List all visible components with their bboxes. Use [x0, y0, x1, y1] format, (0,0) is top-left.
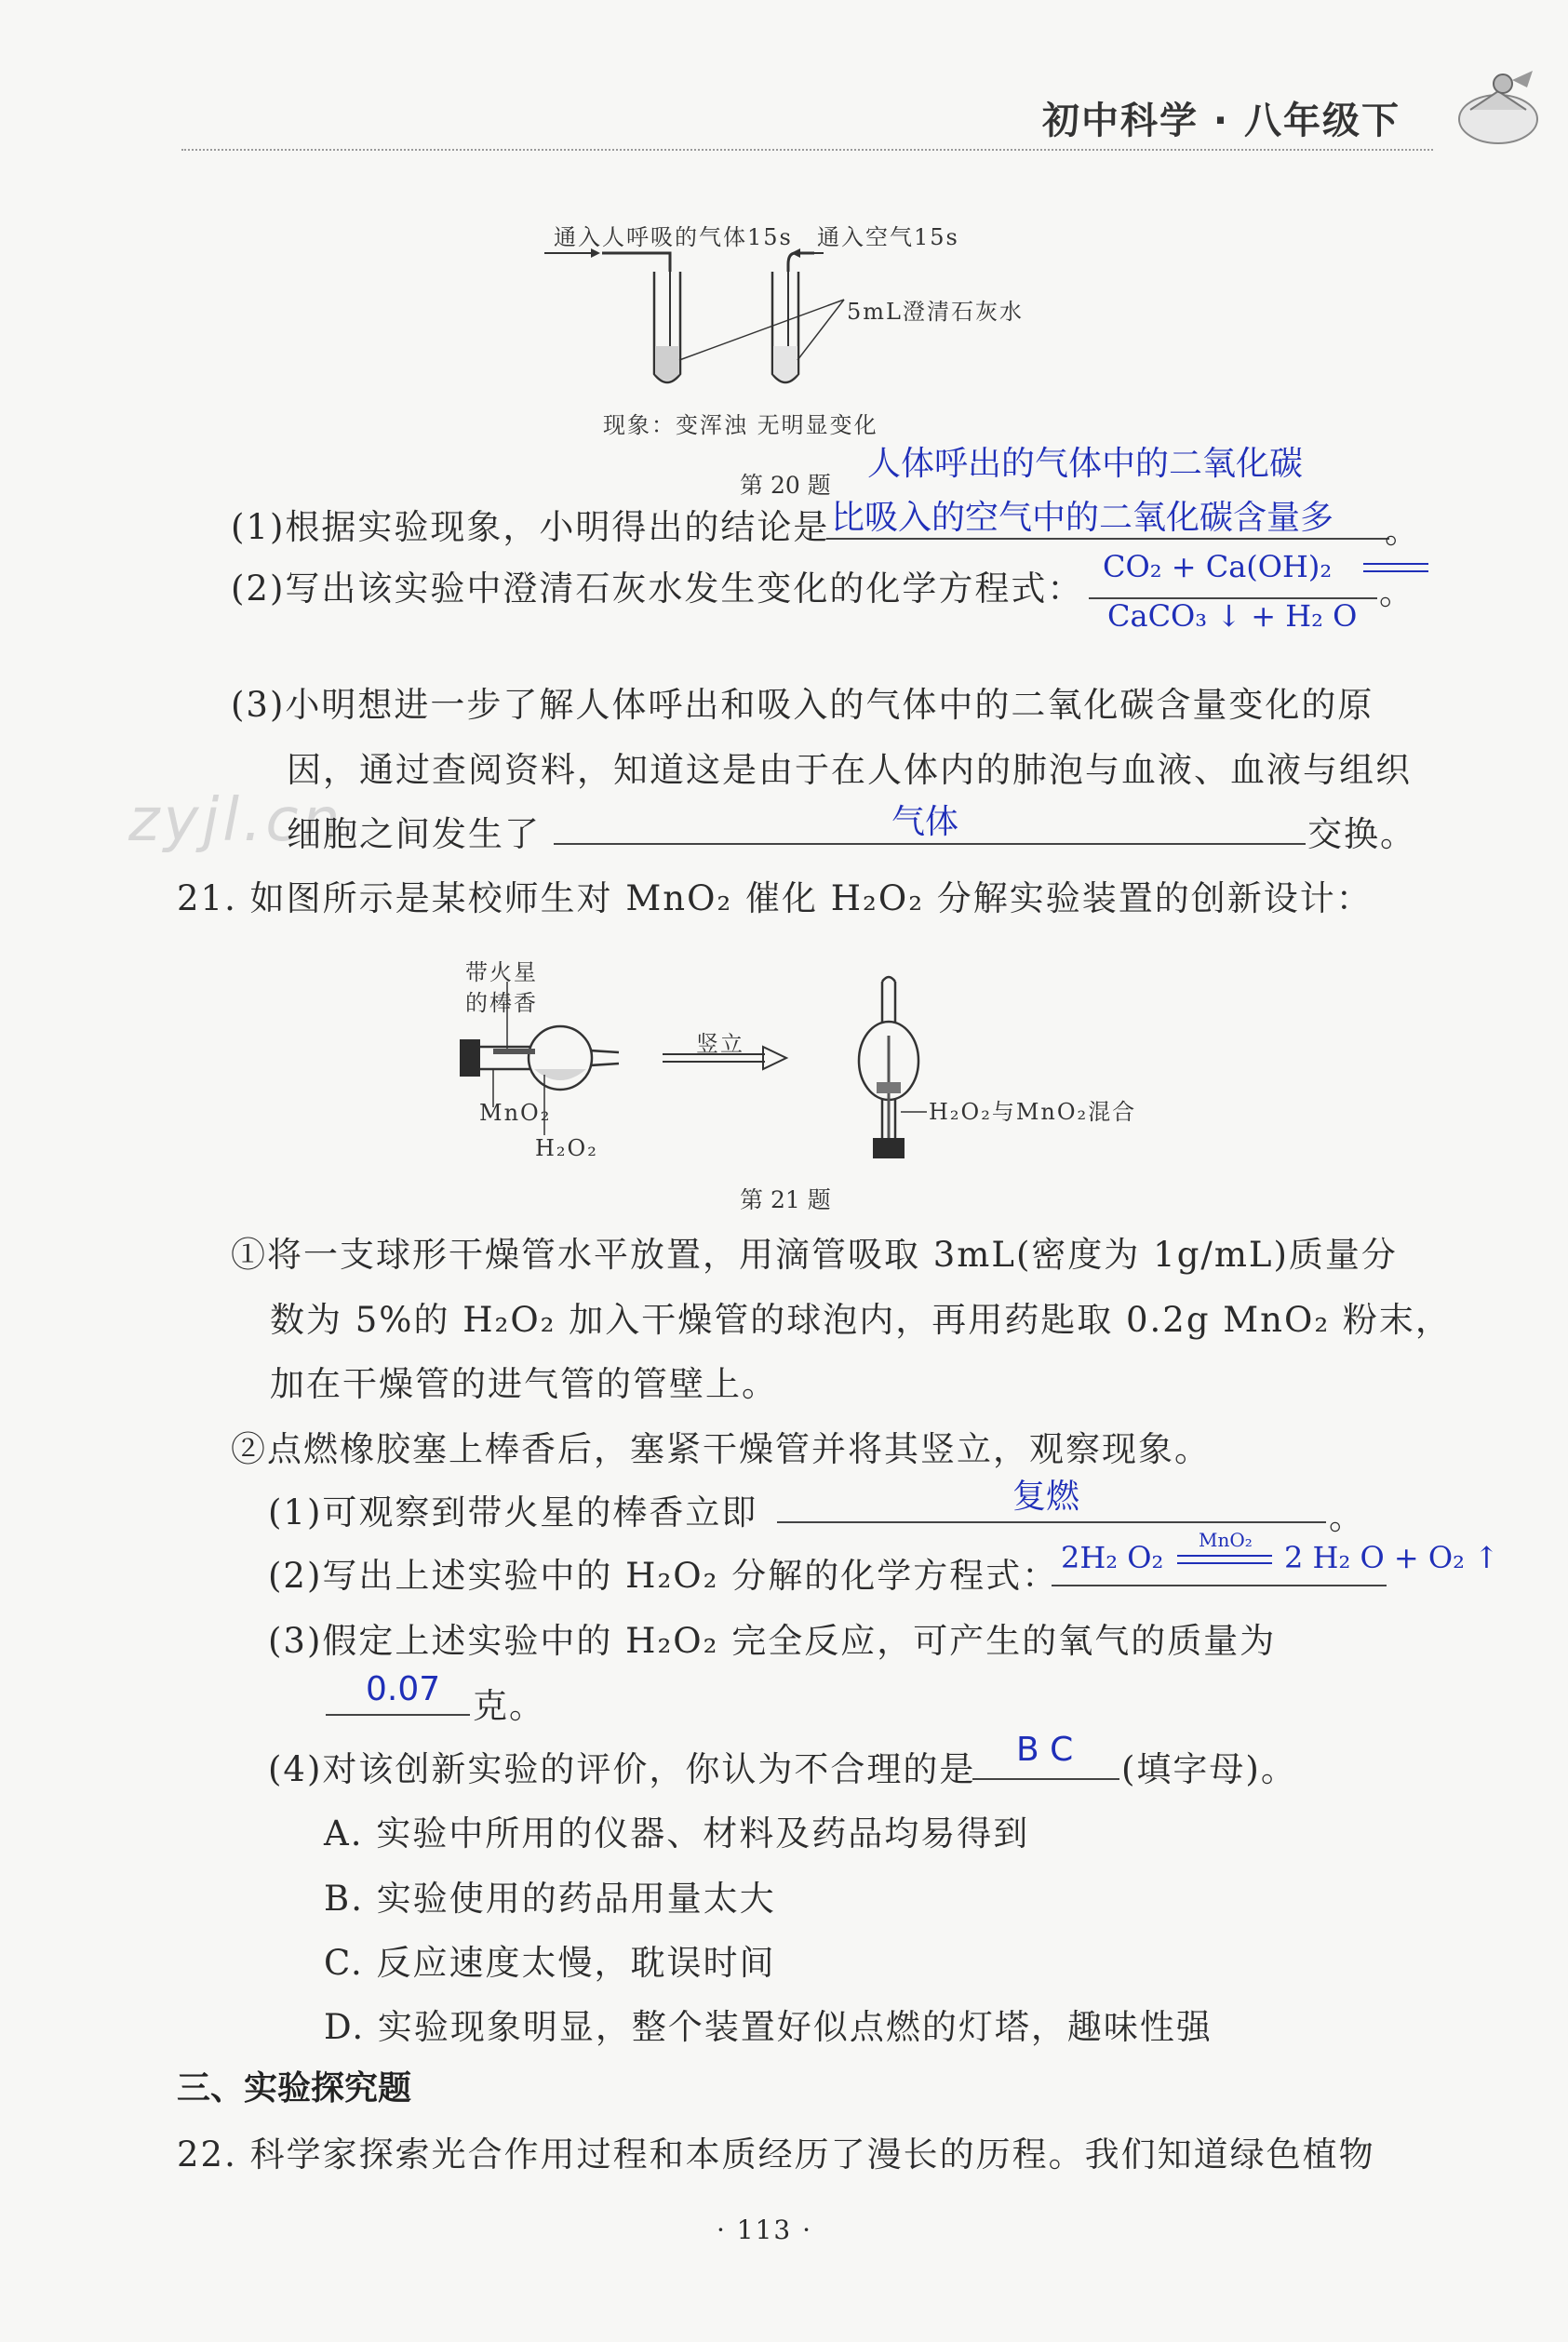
q21-2-text: (2)写出上述实验中的 H₂O₂ 分解的化学方程式： [268, 1556, 1059, 1596]
header-mascot-icon [1447, 63, 1549, 152]
q20-1-underline [826, 538, 1389, 540]
q21-step1-line2: 数为 5%的 H₂O₂ 加入干燥管的球泡内，再用药匙取 0.2g MnO₂ 粉末， [270, 1300, 1452, 1340]
header-divider [181, 149, 1433, 151]
q21-3-unit: 克。 [473, 1686, 545, 1726]
q21-intro: 21. 如图所示是某校师生对 MnO₂ 催化 H₂O₂ 分解实验装置的创新设计： [177, 878, 1373, 918]
watermark: zyjl.cn [128, 786, 344, 855]
q21-2-answer-left: 2H₂ O₂ [1061, 1540, 1164, 1575]
q21-3-line1: (3)假定上述实验中的 H₂O₂ 完全反应，可产生的氧气的质量为 [268, 1621, 1277, 1661]
q21-2-equals-icon [1177, 1552, 1275, 1569]
q21-4-text: (4)对该创新实验的评价，你认为不合理的是 [268, 1749, 976, 1789]
q21-1-text: (1)可观察到带火星的棒香立即 [268, 1492, 758, 1532]
option-d: D. 实验现象明显，整个装置好似点燃的灯塔，趣味性强 [324, 2007, 1213, 2047]
fig21-label-mno2: MnO₂ [479, 1100, 552, 1126]
q20-3-line3-post: 交换。 [1307, 814, 1416, 854]
q21-2-underline [1052, 1585, 1387, 1586]
fig21-drying-tube-diagram [456, 972, 940, 1158]
fig20-label-water: 5mL澄清石灰水 [847, 299, 1024, 325]
header-title: 初中科学 · 八年级下 [1042, 100, 1401, 142]
q20-2-answer-top: CO₂ + Ca(OH)₂ [1103, 549, 1333, 584]
fig21-label-h2o2: H₂O₂ [535, 1135, 598, 1161]
q20-3-answer: 气体 [891, 803, 959, 841]
q20-3-line2: 因，通过查阅资料，知道这是由于在人体内的肺泡与血液、血液与组织 [287, 750, 1412, 790]
q20-3-underline [554, 843, 1306, 845]
option-a: A. 实验中所用的仪器、材料及药品均易得到 [324, 1813, 1030, 1854]
q21-1-period: 。 [1329, 1497, 1365, 1537]
q21-3-answer: 0.07 [366, 1670, 441, 1708]
option-c: C. 反应速度太慢，耽误时间 [324, 1943, 776, 1983]
fig21-label-mix: H₂O₂与MnO₂混合 [929, 1099, 1137, 1125]
q20-1-answer-line1: 人体呼出的气体中的二氧化碳 [867, 445, 1304, 483]
q20-1-text: (1)根据实验现象，小明得出的结论是 [231, 507, 830, 547]
q20-1-period: 。 [1385, 511, 1421, 551]
q22-line1: 22. 科学家探索光合作用过程和本质经历了漫长的历程。我们知道绿色植物 [177, 2135, 1375, 2175]
fig21-label-arrow: 竖立 [696, 1031, 744, 1057]
fig20-test-tubes-diagram [544, 244, 917, 407]
q20-2-answer-bottom: CaCO₃ ↓ + H₂ O [1107, 598, 1358, 634]
q20-2-text: (2)写出该实验中澄清石灰水发生变化的化学方程式： [231, 569, 1084, 609]
q21-step1-line3: 加在干燥管的进气管的管壁上。 [270, 1364, 778, 1404]
q20-2-period: 。 [1379, 572, 1415, 612]
q21-2-answer-right: 2 H₂ O + O₂ ↑ [1284, 1540, 1499, 1575]
q21-1-underline [777, 1521, 1326, 1523]
fig20-caption: 第 20 题 [740, 472, 831, 499]
q21-step1-line1: ①将一支球形干燥管水平放置，用滴管吸取 3mL(密度为 1g/mL)质量分 [231, 1235, 1398, 1275]
option-b: B. 实验使用的药品用量太大 [324, 1879, 776, 1919]
fig21-caption: 第 21 题 [740, 1186, 831, 1213]
q21-3-underline [326, 1714, 470, 1716]
q20-1-answer-line2: 比吸入的空气中的二氧化碳含量多 [831, 499, 1334, 537]
fig20-phenomenon: 现象：变浑浊 无明显变化 [603, 412, 878, 438]
q20-3-line3-pre: 细胞之间发生了 [287, 814, 541, 854]
fig21-label-incense-2: 的棒香 [465, 990, 538, 1016]
q20-3-line1: (3)小明想进一步了解人体呼出和吸入的气体中的二氧化碳含量变化的原 [231, 685, 1374, 725]
section-title: 三、实验探究题 [177, 2069, 412, 2108]
fig20-label-left: 通入人呼吸的气体15s [554, 224, 793, 250]
fig20-label-right: 通入空气15s [817, 224, 959, 250]
fig21-label-incense-1: 带火星 [465, 959, 538, 985]
q21-4-underline [972, 1778, 1119, 1780]
q21-2-catalyst: MnO₂ [1199, 1529, 1253, 1551]
q21-1-answer: 复燃 [1012, 1478, 1080, 1516]
q21-4-answer: B C [1016, 1731, 1074, 1769]
page-number: · 113 · [717, 2215, 813, 2245]
q21-4-post: (填字母)。 [1121, 1749, 1297, 1789]
q21-step2: ②点燃橡胶塞上棒香后，塞紧干燥管并将其竖立，观察现象。 [231, 1429, 1211, 1469]
